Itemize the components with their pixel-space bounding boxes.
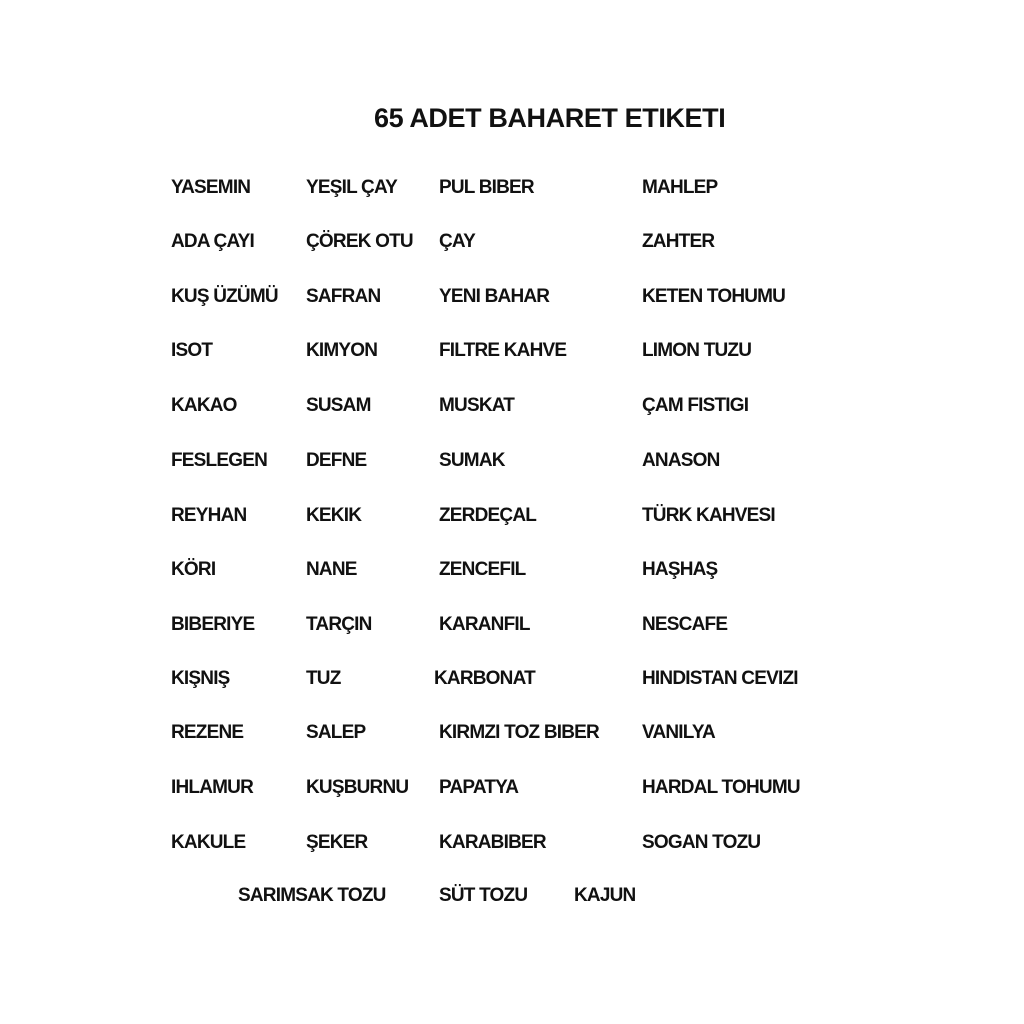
spice-label: SALEP	[306, 722, 366, 743]
spice-label: KARANFIL	[439, 614, 530, 635]
spice-label: SARIMSAK TOZU	[238, 885, 386, 906]
spice-label: PAPATYA	[439, 777, 519, 798]
spice-label: SÜT TOZU	[439, 885, 528, 906]
spice-label: KARABIBER	[439, 832, 546, 853]
spice-label: KAKULE	[171, 832, 246, 853]
spice-label: ZERDEÇAL	[439, 505, 537, 526]
spice-label: VANILYA	[642, 722, 715, 743]
spice-label: KÖRI	[171, 559, 216, 580]
spice-label: SUMAK	[439, 450, 505, 471]
spice-label: ÇÖREK OTU	[306, 231, 413, 252]
spice-label: YENI BAHAR	[439, 286, 550, 307]
spice-label: NANE	[306, 559, 357, 580]
spice-label: HAŞHAŞ	[642, 559, 718, 580]
spice-label: KARBONAT	[434, 668, 535, 689]
spice-label: ÇAM FISTIGI	[642, 395, 749, 416]
spice-label: KIRMZI TOZ BIBER	[439, 722, 599, 743]
spice-label: IHLAMUR	[171, 777, 253, 798]
spice-label: ISOT	[171, 340, 213, 361]
spice-label: KUŞBURNU	[306, 777, 409, 798]
spice-label: TUZ	[306, 668, 341, 689]
spice-label: SAFRAN	[306, 286, 381, 307]
spice-label: ZENCEFIL	[439, 559, 526, 580]
spice-label: KAKAO	[171, 395, 237, 416]
spice-label: TÜRK KAHVESI	[642, 505, 775, 526]
spice-label: REZENE	[171, 722, 244, 743]
spice-label: YASEMIN	[171, 177, 251, 198]
spice-label: ZAHTER	[642, 231, 715, 252]
spice-label: MUSKAT	[439, 395, 515, 416]
spice-label: YEŞIL ÇAY	[306, 177, 398, 198]
spice-label: ADA ÇAYI	[171, 231, 254, 252]
spice-label: FILTRE KAHVE	[439, 340, 567, 361]
spice-label: ANASON	[642, 450, 720, 471]
spice-label: TARÇIN	[306, 614, 372, 635]
page-title: 65 ADET BAHARET ETIKETI	[374, 103, 726, 133]
spice-label: REYHAN	[171, 505, 247, 526]
spice-label: PUL BIBER	[439, 177, 534, 198]
spice-label: HINDISTAN CEVIZI	[642, 668, 798, 689]
spice-label: ŞEKER	[306, 832, 368, 853]
spice-label: SOGAN TOZU	[642, 832, 761, 853]
spice-label: NESCAFE	[642, 614, 728, 635]
spice-label: KAJUN	[574, 885, 636, 906]
spice-label: MAHLEP	[642, 177, 718, 198]
spice-label: BIBERIYE	[171, 614, 255, 635]
spice-label: KIŞNIŞ	[171, 668, 230, 689]
spice-label: KEKIK	[306, 505, 362, 526]
spice-label: KIMYON	[306, 340, 378, 361]
spice-label: SUSAM	[306, 395, 371, 416]
spice-label: FESLEGEN	[171, 450, 268, 471]
spice-label: KETEN TOHUMU	[642, 286, 786, 307]
spice-label: DEFNE	[306, 450, 367, 471]
spice-label: HARDAL TOHUMU	[642, 777, 800, 798]
spice-label: KUŞ ÜZÜMÜ	[171, 286, 278, 307]
spice-label: LIMON TUZU	[642, 340, 752, 361]
spice-label: ÇAY	[439, 231, 475, 252]
